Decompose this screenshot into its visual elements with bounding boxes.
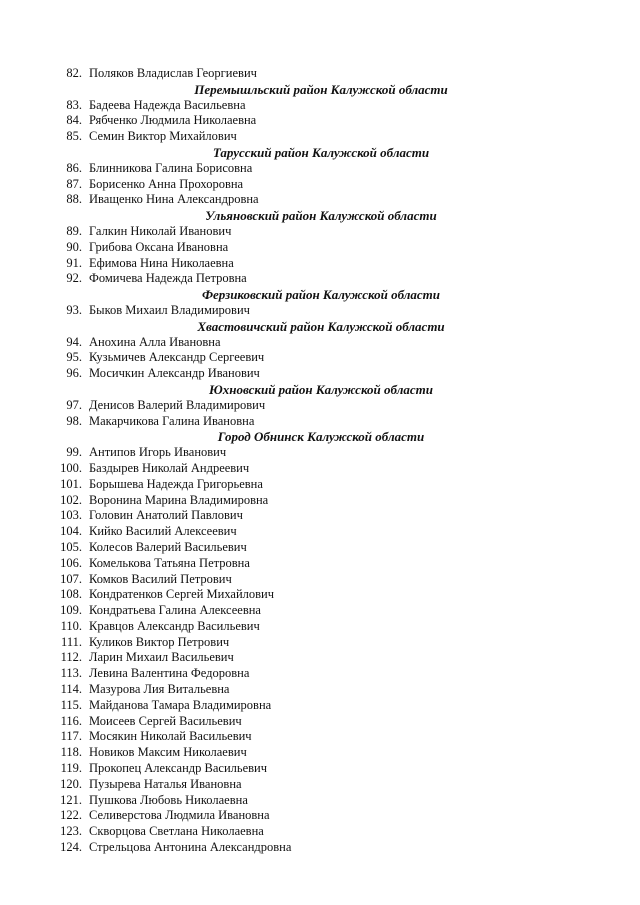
list-item-number: 96. (66, 366, 82, 381)
list-item-name: Мосичкин Александр Иванович (89, 366, 260, 381)
list-item-number: 95. (66, 350, 82, 365)
list-item (0, 745, 640, 761)
list-item (0, 445, 640, 461)
district-heading (0, 429, 640, 445)
list-item-number: 121. (60, 792, 82, 807)
list-item-number: 90. (66, 239, 82, 254)
list-item-name: Кондратенков Сергей Михайлович (89, 587, 275, 602)
list-item (0, 366, 640, 382)
list-item-number: 117. (60, 729, 82, 744)
list-item-number: 88. (66, 192, 82, 207)
list-item-name: Комелькова Татьяна Петровна (89, 555, 250, 570)
list-item-name: Борисенко Анна Прохоровна (89, 176, 244, 191)
list-item-number: 113. (60, 666, 82, 681)
list-item-number: 98. (66, 413, 82, 428)
list-item-name: Пушкова Любовь Николаевна (89, 792, 248, 807)
list-item-name: Куликов Виктор Петрович (89, 634, 230, 649)
list-item-name: Ефимова Нина Николаевна (89, 255, 234, 270)
list-item-number: 91. (66, 255, 82, 270)
list-item-number: 105. (60, 539, 82, 554)
list-item-number: 115. (60, 697, 82, 712)
list-item-number: 93. (66, 302, 82, 317)
list-item (0, 98, 640, 114)
list-item-name: Стрельцова Антонина Александровна (89, 840, 292, 855)
list-item (0, 398, 640, 414)
list-item-number: 116. (60, 713, 82, 728)
list-item (0, 493, 640, 509)
list-item-name: Макарчикова Галина Ивановна (89, 413, 255, 428)
list-item (0, 414, 640, 430)
list-item (0, 461, 640, 477)
list-item-number: 86. (66, 160, 82, 175)
list-item-name: Левина Валентина Федоровна (89, 666, 250, 681)
list-item (0, 66, 640, 82)
list-item (0, 650, 640, 666)
list-item (0, 224, 640, 240)
district-heading (0, 145, 640, 161)
list-item-name: Мазурова Лия Витальевна (89, 682, 230, 697)
list-item-number: 100. (60, 460, 82, 475)
list-item (0, 303, 640, 319)
district-heading (0, 287, 640, 303)
list-item-name: Баздырев Николай Андреевич (89, 460, 250, 475)
district-heading-text: Юхновский район Калужской области (209, 381, 433, 397)
list-item-number: 99. (66, 445, 82, 460)
list-item-name: Грибова Оксана Ивановна (89, 239, 229, 254)
list-item-name: Селиверстова Людмила Ивановна (89, 808, 270, 823)
list-item-number: 119. (60, 761, 82, 776)
list-item-name: Иващенко Нина Александровна (89, 192, 259, 207)
district-heading-text: Перемышльский район Калужской области (194, 81, 448, 97)
list-item (0, 477, 640, 493)
list-item-name: Галкин Николай Иванович (89, 223, 232, 238)
list-item-name: Воронина Марина Владимировна (89, 492, 269, 507)
list-item-number: 89. (66, 223, 82, 238)
list-item-number: 108. (60, 587, 82, 602)
district-heading-text: Тарусский район Калужской области (212, 144, 430, 160)
list-item (0, 556, 640, 572)
list-item (0, 572, 640, 588)
list-item-number: 92. (66, 271, 82, 286)
list-item-name: Антипов Игорь Иванович (89, 445, 227, 460)
list-item (0, 603, 640, 619)
district-heading-text: Ульяновский район Калужской области (205, 208, 437, 224)
list-item-name: Пузырева Наталья Ивановна (89, 776, 242, 791)
list-item (0, 508, 640, 524)
list-item (0, 824, 640, 840)
list-item (0, 524, 640, 540)
list-item (0, 619, 640, 635)
list-item (0, 635, 640, 651)
list-item-number: 124. (60, 840, 82, 855)
list-item (0, 350, 640, 366)
list-item-number: 101. (60, 476, 82, 491)
list-item (0, 256, 640, 272)
list-item (0, 698, 640, 714)
list-item-name: Блинникова Галина Борисовна (89, 160, 253, 175)
list-item (0, 840, 640, 856)
list-item (0, 240, 640, 256)
list-item (0, 587, 640, 603)
list-item-number: 112. (60, 650, 82, 665)
list-item-name: Борышева Надежда Григорьевна (89, 476, 263, 491)
list-item-name: Прокопец Александр Васильевич (89, 761, 268, 776)
district-heading-text: Ферзиковский район Калужской области (201, 287, 441, 303)
list-item-number: 85. (66, 129, 82, 144)
list-item-name: Моисеев Сергей Васильевич (89, 713, 242, 728)
district-heading (0, 82, 640, 98)
district-heading (0, 382, 640, 398)
list-item-name: Кийко Василий Алексеевич (89, 524, 237, 539)
list-item (0, 540, 640, 556)
list-item-name: Фомичева Надежда Петровна (89, 271, 247, 286)
list-item-number: 118. (60, 745, 82, 760)
district-heading (0, 319, 640, 335)
list-item-name: Новиков Максим Николаевич (89, 745, 247, 760)
list-item-name: Головин Анатолий Павлович (89, 508, 243, 523)
list-item-number: 122. (60, 808, 82, 823)
list-item (0, 161, 640, 177)
list-item (0, 666, 640, 682)
list-item (0, 808, 640, 824)
list-item-number: 114. (60, 682, 82, 697)
district-heading-text: Хвастовичский район Калужской области (197, 318, 445, 334)
list-item-name: Поляков Владислав Георгиевич (89, 66, 257, 80)
list-item-name: Денисов Валерий Владимирович (89, 397, 266, 412)
list-item-name: Кузьмичев Александр Сергеевич (89, 350, 265, 365)
list-item-number: 84. (66, 113, 82, 128)
list-item-number: 82. (66, 66, 82, 80)
list-item-name: Скворцова Светлана Николаевна (89, 824, 264, 839)
list-item-number: 120. (60, 776, 82, 791)
list-item-name: Рябченко Людмила Николаевна (89, 113, 257, 128)
list-item-number: 111. (61, 634, 82, 649)
list-item-name: Майданова Тамара Владимировна (89, 697, 272, 712)
list-item-number: 110. (60, 618, 82, 633)
list-item-number: 87. (66, 176, 82, 191)
list-item-name: Быков Михаил Владимирович (89, 302, 250, 317)
district-heading-text: Город Обнинск Калужской области (217, 429, 425, 445)
list-item (0, 793, 640, 809)
list-item-name: Кравцов Александр Васильевич (89, 618, 260, 633)
list-item (0, 682, 640, 698)
list-item-number: 83. (66, 97, 82, 112)
list-item-name: Мосякин Николай Васильевич (89, 729, 252, 744)
list-item (0, 113, 640, 129)
list-item (0, 271, 640, 287)
list-item (0, 777, 640, 793)
list-item-number: 103. (60, 508, 82, 523)
list-item (0, 714, 640, 730)
list-item-name: Колесов Валерий Васильевич (89, 539, 247, 554)
list-item-number: 106. (60, 555, 82, 570)
district-heading (0, 208, 640, 224)
list-item-number: 94. (66, 334, 82, 349)
list-item-name: Ларин Михаил Васильевич (89, 650, 234, 665)
list-item-number: 123. (60, 824, 82, 839)
list-item-number: 107. (60, 571, 82, 586)
list-item-number: 109. (60, 603, 82, 618)
list-item-name: Анохина Алла Ивановна (89, 334, 221, 349)
list-item-name: Комков Василий Петрович (89, 571, 232, 586)
list-item-name: Семин Виктор Михайлович (89, 129, 237, 144)
list-item-number: 104. (60, 524, 82, 539)
list-item (0, 761, 640, 777)
list-item-name: Кондратьева Галина Алексеевна (89, 603, 261, 618)
list-item (0, 729, 640, 745)
list-item-number: 97. (66, 397, 82, 412)
list-item (0, 129, 640, 145)
list-item-name: Бадеева Надежда Васильевна (89, 97, 246, 112)
list-item (0, 177, 640, 193)
list-item (0, 335, 640, 351)
list-item (0, 192, 640, 208)
list-item-number: 102. (60, 492, 82, 507)
document-page (0, 66, 640, 856)
